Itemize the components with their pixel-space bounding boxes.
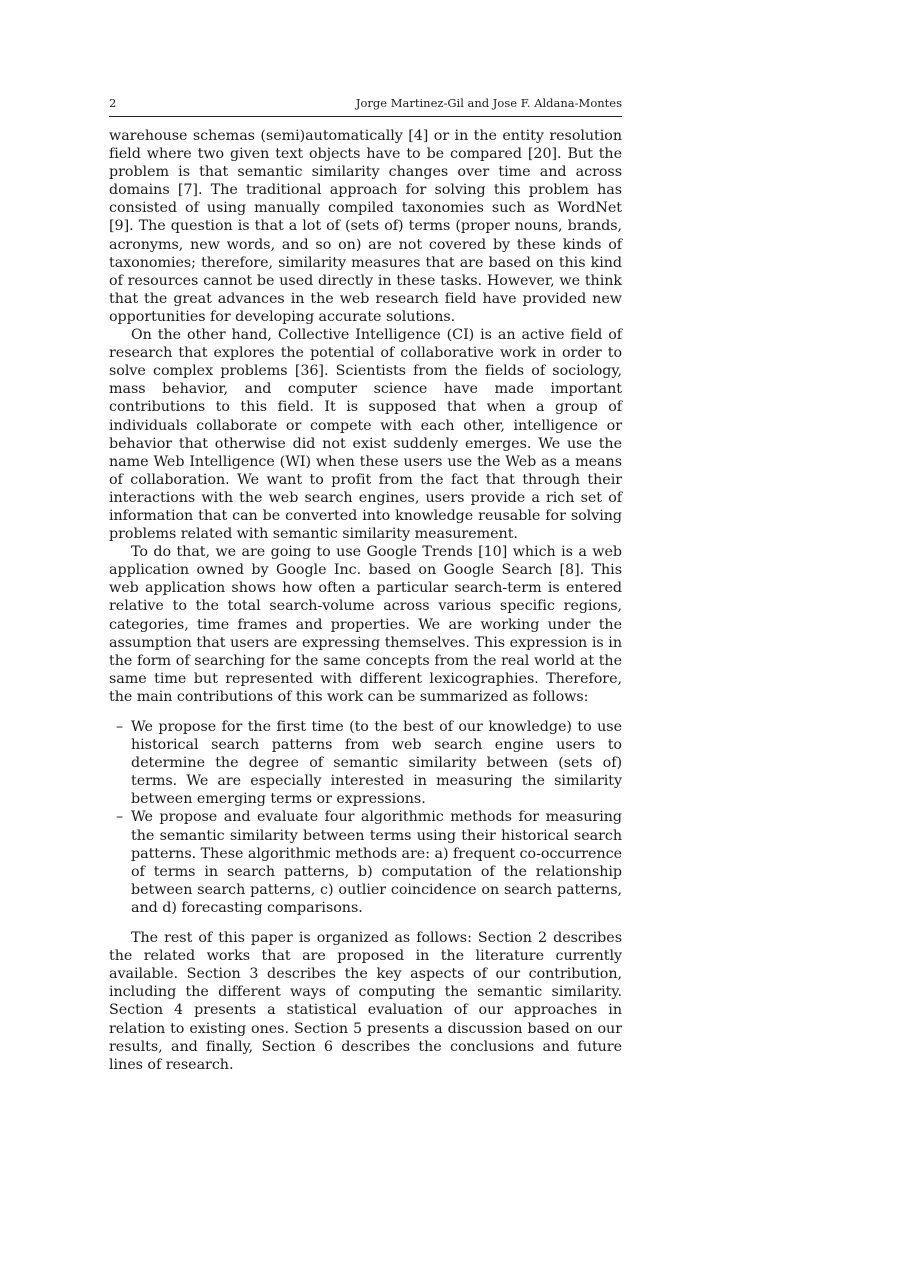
running-header	[109, 96, 622, 117]
paragraph-3: To do that, we are going to use Google Trends [10] which is a web application owned by Google Inc. based on Google Search [8]. This web application shows how often a particular search-term is entered relative to the total search-volume across various specific regions, categories, time frames and properties. We are working under the assumption that users are expressing themselves. This expression is in the form of searching for the same concepts from the real world at the same time but represented with different lexicographies. Therefore, the main contributions of this work can be summarized as follows:	[109, 544, 622, 705]
list-item	[116, 808, 622, 917]
body-text	[109, 127, 622, 1074]
list-dash: –	[116, 809, 124, 826]
list-dash: –	[116, 719, 124, 735]
paragraph-2: On the other hand, Collective Intelligence (CI) is an active field of research that explores the potential of collaborative work in order to solve complex problems [36]. Scientists from the fields of sociology, mass behavior, and computer science have made important contributions to this field. It is supposed that when a group of individuals collaborate or compete with each other, intelligence or behavior that otherwise did not exist suddenly emerges. We use the name Web Intelligence (WI) when these users use the Web as a means of collaboration. We want to profit from the fact that through their interactions with the web search engines, users provide a rich set of information that can be converted into knowledge reusable for solving problems related with semantic similarity measurement.	[109, 327, 622, 543]
paper-page	[109, 96, 622, 1074]
paragraph-4: The rest of this paper is organized as follows: Section 2 describes the related works that are proposed in the literature currently available. Section 3 describes the key aspects of our contribution, including the different ways of computing the semantic similarity. Section 4 presents a statistical evaluation of our approaches in relation to existing ones. Section 5 presents a discussion based on our results, and finally, Section 6 describes the conclusions and future lines of research.	[109, 930, 622, 1073]
paragraph-1: warehouse schemas (semi)automatically [4] or in the entity resolution field where two given text objects have to be compared [20]. But the problem is that semantic similarity changes over time and across domains [7]. The traditional approach for solving this problem has consisted of using manually compiled taxonomies such as WordNet [9]. The question is that a lot of (sets of) terms (proper nouns, brands, acronyms, new words, and so on) are not covered by these kinds of taxonomies; therefore, similarity measures that are based on this kind of resources cannot be used directly in these tasks. However, we think that the great advances in the web research field have provided new opportunities for developing accurate solutions.	[109, 128, 622, 325]
running-authors: Jorge Martinez-Gil and Jose F. Aldana-Montes	[355, 96, 622, 110]
list-item	[116, 718, 622, 808]
contribution-text-2: We propose and evaluate four algorithmic methods for measuring the semantic similarity between terms using their historical search patterns. These algorithmic methods are: a) frequent co-occurrence of terms in search patterns, b) computation of the relationship between search patterns, c) outlier coincidence on search patterns, and d) forecasting comparisons.	[131, 809, 622, 916]
contribution-text-1: We propose for the first time (to the best of our knowledge) to use historical search patterns from web search engine users to determine the degree of semantic similarity between (sets of) terms. We are especially interested in measuring the similarity between emerging terms or expressions.	[131, 719, 622, 808]
page-number: 2	[109, 96, 117, 110]
contributions-list	[109, 718, 622, 917]
